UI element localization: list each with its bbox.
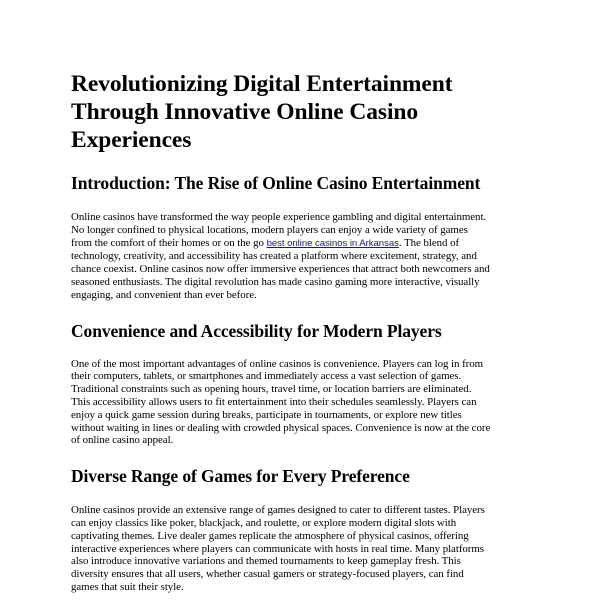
title-line: Experiences: [71, 127, 192, 153]
text-line: One of the most important advantages of online casinos is convenience. Players can log in from: [71, 357, 484, 370]
section-heading-introduction: Introduction: The Rise of Online Casino Entertainment: [71, 173, 481, 193]
text-line: Online casinos have transformed the way people experience gambling and digital entertainment.: [71, 211, 487, 223]
page-title: [71, 70, 533, 154]
title-line: Through Innovative Online Casino: [71, 99, 419, 125]
text-line: diversity ensures that all users, whether casual gamers or strategy-focused players, can find: [71, 568, 464, 581]
text-line: interactive experiences where players can communicate with hosts in real time. Many platforms: [71, 542, 484, 555]
text-line: Traditional constraints such as opening hours, travel time, or location barriers are eliminated.: [71, 383, 472, 396]
text-line: without waiting in lines or dealing with crowded physical spaces. Convenience is now at the core: [71, 421, 491, 434]
text-line: Online casinos provide an extensive range of games designed to cater to different tastes. Players: [71, 504, 485, 517]
title-line: Revolutionizing Digital Entertainment: [71, 71, 453, 97]
text-line: seasoned enthusiasts. The digital revolution has made casino gaming more interactive, visually: [71, 275, 480, 288]
text-line: chance coexist. Online casinos now offer immersive experiences that attract both newcomers and: [71, 263, 490, 276]
text-line: from the comfort of their homes or on the go: [71, 236, 267, 249]
arkansas-casinos-link[interactable]: best online casinos in Arkansas: [266, 237, 399, 249]
text-line: their computers, tablets, or smartphones and immediately access a vast selection of games.: [71, 370, 462, 383]
text-line: can enjoy classics like poker, blackjack, and roulette, or explore modern digital slots with: [71, 516, 457, 529]
text-line: enjoy a quick game session during breaks, participate in tournaments, or explore new titles: [71, 408, 462, 421]
section-paragraph-introduction: [71, 211, 533, 302]
text-line: No longer confined to physical locations, modern players can enjoy a wide variety of games: [71, 223, 468, 236]
text-line: games that suit their style.: [71, 580, 184, 593]
text-line: also introduce innovative variations and themed tournaments to keep gameplay fresh. This: [71, 555, 461, 568]
section-paragraph-games: [71, 504, 533, 594]
section-paragraph-convenience: [71, 358, 533, 448]
article: [71, 70, 533, 594]
section-heading-games: Diverse Range of Games for Every Preference: [71, 466, 410, 487]
text-line: of online casino appeal.: [71, 434, 174, 447]
text-line: . The blend of: [398, 236, 460, 249]
section-heading-convenience: Convenience and Accessibility for Modern Players: [71, 320, 442, 341]
text-line: engaging, and convenient than ever before.: [71, 288, 257, 301]
text-line: This accessibility allows users to fit entertainment into their schedules seamlessly. Players can: [71, 395, 477, 408]
text-line: captivating themes. Live dealer games replicate the atmosphere of physical casinos, offering: [71, 529, 469, 542]
text-line: technology, creativity, and accessibility has created a platform where excitement, strategy, and: [71, 250, 477, 263]
